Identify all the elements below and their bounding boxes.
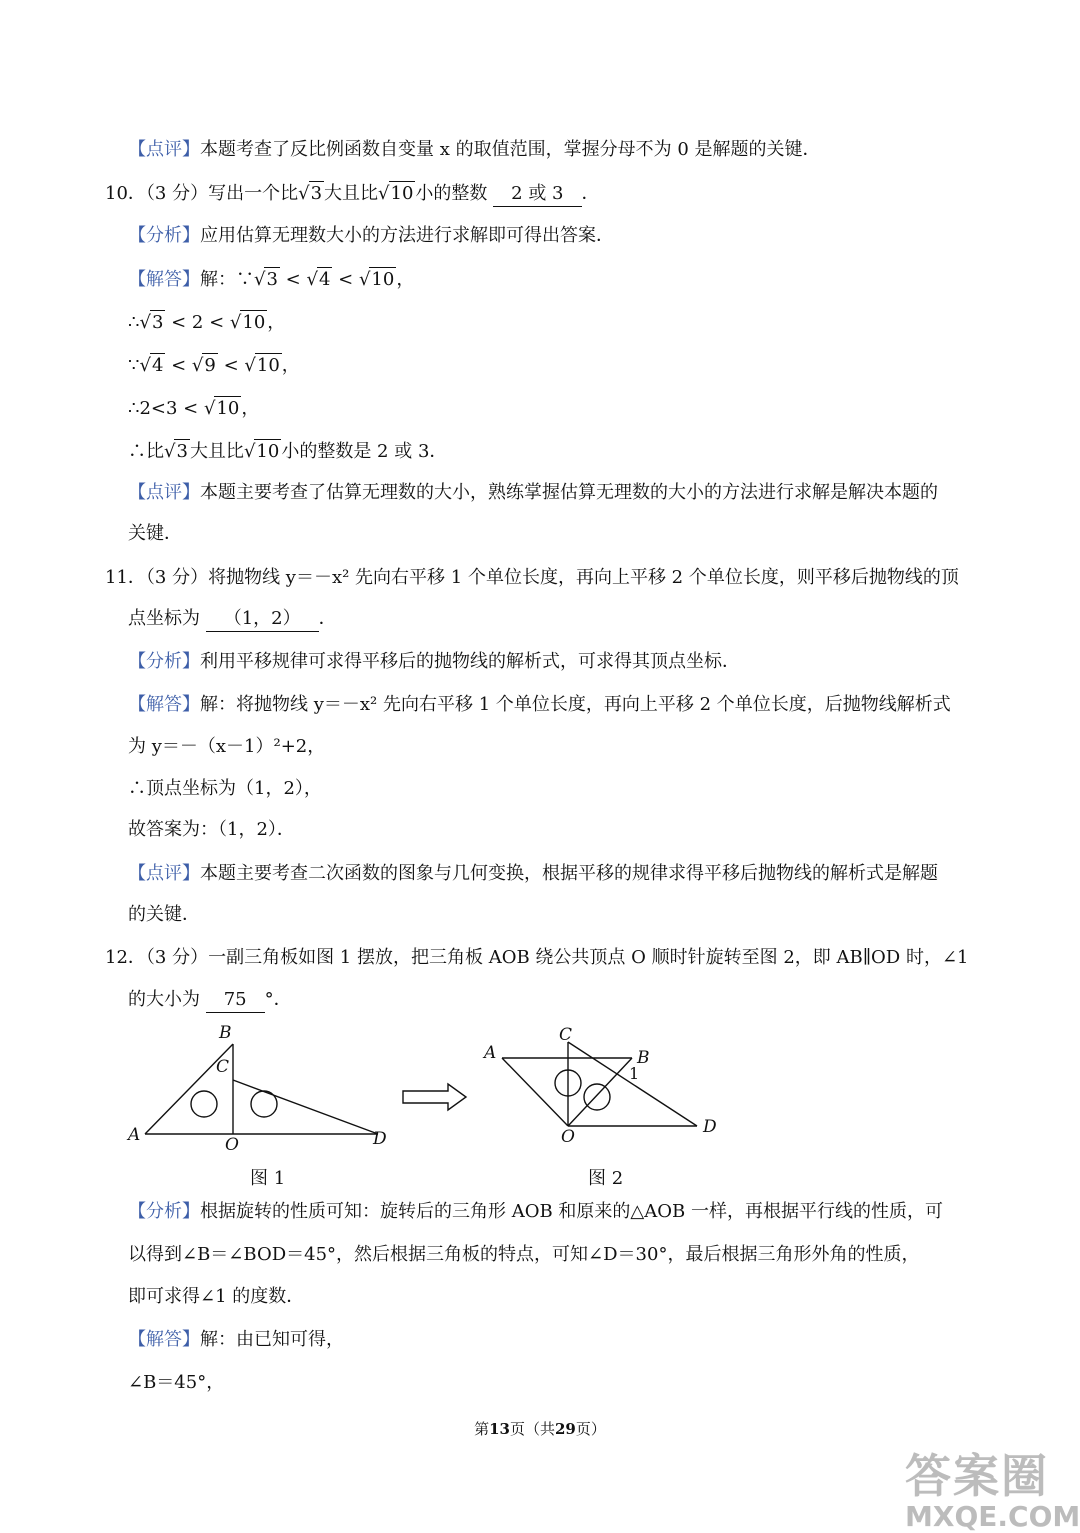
review-line-q11-cont: 的关键． <box>128 904 200 925</box>
label-A: A <box>128 1125 141 1145</box>
triangle-hole-circle <box>584 1084 610 1110</box>
solution-line-3: ∵√4 < √9 < √10 ， <box>128 355 300 376</box>
sqrt-symbol: √3 <box>164 441 188 462</box>
solution-line-5 <box>128 439 447 464</box>
q11-prefix: 点坐标为 <box>128 608 200 629</box>
answer-blank: （1，2） <box>206 607 319 632</box>
therefore: ∴ <box>128 312 140 333</box>
page-number: 13 <box>489 1420 510 1438</box>
question-11: 11．（3 分）将抛物线 y＝－x² 先向右平移 1 个单位长度，再向上平移 2 个单位长度，则平移后抛物线的顶 <box>105 567 959 588</box>
sqrt-symbol: √3 <box>139 312 164 333</box>
review-tag: 【点评】 <box>128 139 200 160</box>
sqrt-symbol: √4 <box>139 355 164 376</box>
review-line-q9 <box>128 138 821 162</box>
angle-label-1: 1 <box>629 1064 640 1083</box>
solution-text: 解：由已知可得， <box>200 1329 344 1350</box>
solution-tag: 【解答】 <box>128 694 200 715</box>
q10-suffix: 小的整数 <box>415 183 488 204</box>
label-C: C <box>216 1057 230 1077</box>
radicand: 10 <box>216 398 240 419</box>
solution-line-q11-4: 故答案为：（1，2）． <box>128 819 295 840</box>
label-D: D <box>703 1117 717 1137</box>
answer-blank: 2 或 3 <box>493 182 581 207</box>
radicand: 9 <box>204 355 216 376</box>
solution-line-q11-1 <box>128 693 951 717</box>
sol-prefix: 解：∵ <box>200 269 254 290</box>
figure-2-diagram <box>482 1022 722 1147</box>
sqrt-symbol: √10 <box>378 183 414 204</box>
review-line-q10-cont: 关键． <box>128 523 182 544</box>
analysis-text: 应用估算无理数大小的方法进行求解即可得出答案． <box>200 225 614 246</box>
line-CD <box>568 1042 697 1126</box>
figure-1-diagram <box>120 1018 410 1158</box>
label-B: B <box>219 1023 232 1043</box>
label-D: D <box>373 1129 387 1149</box>
answer-blank: 75 <box>206 988 265 1013</box>
sqrt-symbol: √10 <box>229 312 266 333</box>
q10-prefix: 10．（3 分）写出一个比 <box>105 183 299 204</box>
review-text: 本题考查了反比例函数自变量 x 的取值范围，掌握分母不为 0 是解题的关键． <box>200 139 821 160</box>
label-A: A <box>484 1043 497 1063</box>
analysis-line-q10 <box>128 224 614 248</box>
watermark <box>905 1440 1080 1533</box>
sqrt-symbol: √10 <box>203 398 240 419</box>
solution-tag: 【解答】 <box>128 269 200 290</box>
analysis-line-q12-1 <box>128 1200 943 1224</box>
sqrt-symbol: √4 <box>306 269 331 290</box>
radicand: 10 <box>256 441 280 462</box>
radicand: 3 <box>266 269 278 290</box>
sqrt-symbol: √10 <box>243 441 280 462</box>
review-text: 本题主要考查二次函数的图象与几何变换，根据平移的规律求得平移后抛物线的解析式是解题 <box>200 863 938 884</box>
footer-text: 第 <box>474 1420 490 1438</box>
solution-text: 解：将抛物线 y＝－x² 先向右平移 1 个单位长度，再向上平移 2 个单位长度，后抛物线解析式 <box>200 694 951 715</box>
radicand: 10 <box>390 183 414 204</box>
line-CD <box>233 1080 378 1134</box>
text: 大且比 <box>189 441 244 462</box>
sqrt-symbol: √9 <box>191 355 216 376</box>
analysis-tag: 【分析】 <box>128 1201 200 1222</box>
analysis-tag: 【分析】 <box>128 225 200 246</box>
q12-end: °． <box>264 989 292 1010</box>
review-tag: 【点评】 <box>128 863 200 884</box>
total-pages: 29 <box>555 1420 576 1438</box>
analysis-line-q12-3: 即可求得∠1 的度数． <box>128 1286 305 1307</box>
watermark-url: MXQE.COM <box>905 1500 1080 1533</box>
question-10 <box>105 181 600 207</box>
radicand: 3 <box>151 312 164 333</box>
analysis-text: 根据旋转的性质可知：旋转后的三角形 AOB 和原来的△AOB 一样，再根据平行线的性质，可 <box>200 1201 943 1222</box>
figure-1-caption: 图 1 <box>250 1168 286 1189</box>
page-footer <box>0 1418 1080 1439</box>
analysis-tag: 【分析】 <box>128 651 200 672</box>
footer-text: 页） <box>575 1420 606 1438</box>
footer-text: 页（共 <box>509 1420 555 1438</box>
solution-line-q12-1 <box>128 1328 344 1352</box>
analysis-line-q11 <box>128 650 740 674</box>
solution-tag: 【解答】 <box>128 1329 200 1350</box>
analysis-line-q12-2: 以得到∠B＝∠BOD＝45°，然后根据三角板的特点，可知∠D＝30°，最后根据三角形外角的性质， <box>128 1244 920 1265</box>
number: 2 <box>191 312 204 333</box>
figure-2-caption: 图 2 <box>588 1168 624 1189</box>
solution-line-2: ∴√3 < 2 < √10 ， <box>128 312 286 333</box>
q10-end: ． <box>581 183 600 204</box>
sqrt-symbol: √10 <box>358 269 395 290</box>
question-12: 12．（3 分）一副三角板如图 1 摆放，把三角板 AOB 绕公共顶点 O 顺时针旋转至图 2，即 AB∥OD 时，∠1 <box>105 947 969 968</box>
watermark-logo: 答案圈 <box>905 1449 1049 1503</box>
sqrt-symbol: √3 <box>298 183 323 204</box>
therefore: ∴比 <box>128 441 164 462</box>
therefore: ∴2<3 <box>128 398 178 419</box>
radicand: 10 <box>371 269 395 290</box>
radicand: 4 <box>318 269 331 290</box>
solution-line-q11-2: 为 y＝－（x－1）²+2， <box>128 736 326 757</box>
radicand: 3 <box>310 183 323 204</box>
radicand: 10 <box>242 312 266 333</box>
q10-mid: 大且比 <box>324 183 379 204</box>
review-text: 本题主要考查了估算无理数的大小，熟练掌握估算无理数的大小的方法进行求解是解决本题的 <box>200 482 938 503</box>
radicand: 4 <box>151 355 164 376</box>
solution-line-1: 【解答】解：∵√3 < √4 < √10 ， <box>128 269 415 290</box>
review-line-q10 <box>128 481 938 505</box>
solution-line-4: ∴2<3 < √10 ， <box>128 398 260 419</box>
label-B: B <box>637 1048 650 1068</box>
q11-end: ． <box>318 608 337 629</box>
label-O: O <box>225 1135 239 1155</box>
analysis-text: 利用平移规律可求得平移后的抛物线的解析式，可求得其顶点坐标． <box>200 651 740 672</box>
radicand: 3 <box>176 441 188 462</box>
triangle-hole-circle <box>191 1091 217 1117</box>
review-line-q11 <box>128 862 938 886</box>
label-C: C <box>559 1025 573 1045</box>
arrow-right-icon <box>400 1082 470 1112</box>
sqrt-symbol: √3 <box>254 269 278 290</box>
triangle-hole-circle <box>251 1091 277 1117</box>
because: ∵ <box>128 355 140 376</box>
question-12-cont <box>128 988 292 1013</box>
solution-line-q12-2: ∠B＝45°， <box>128 1372 225 1393</box>
label-O: O <box>561 1127 575 1147</box>
text: 小的整数是 2 或 3． <box>281 441 448 462</box>
q12-prefix: 的大小为 <box>128 989 200 1010</box>
radicand: 10 <box>256 355 280 376</box>
sqrt-symbol: √10 <box>244 355 280 376</box>
review-tag: 【点评】 <box>128 482 200 503</box>
solution-line-q11-3: ∴顶点坐标为（1，2）， <box>128 778 322 799</box>
question-11-cont <box>128 607 337 632</box>
